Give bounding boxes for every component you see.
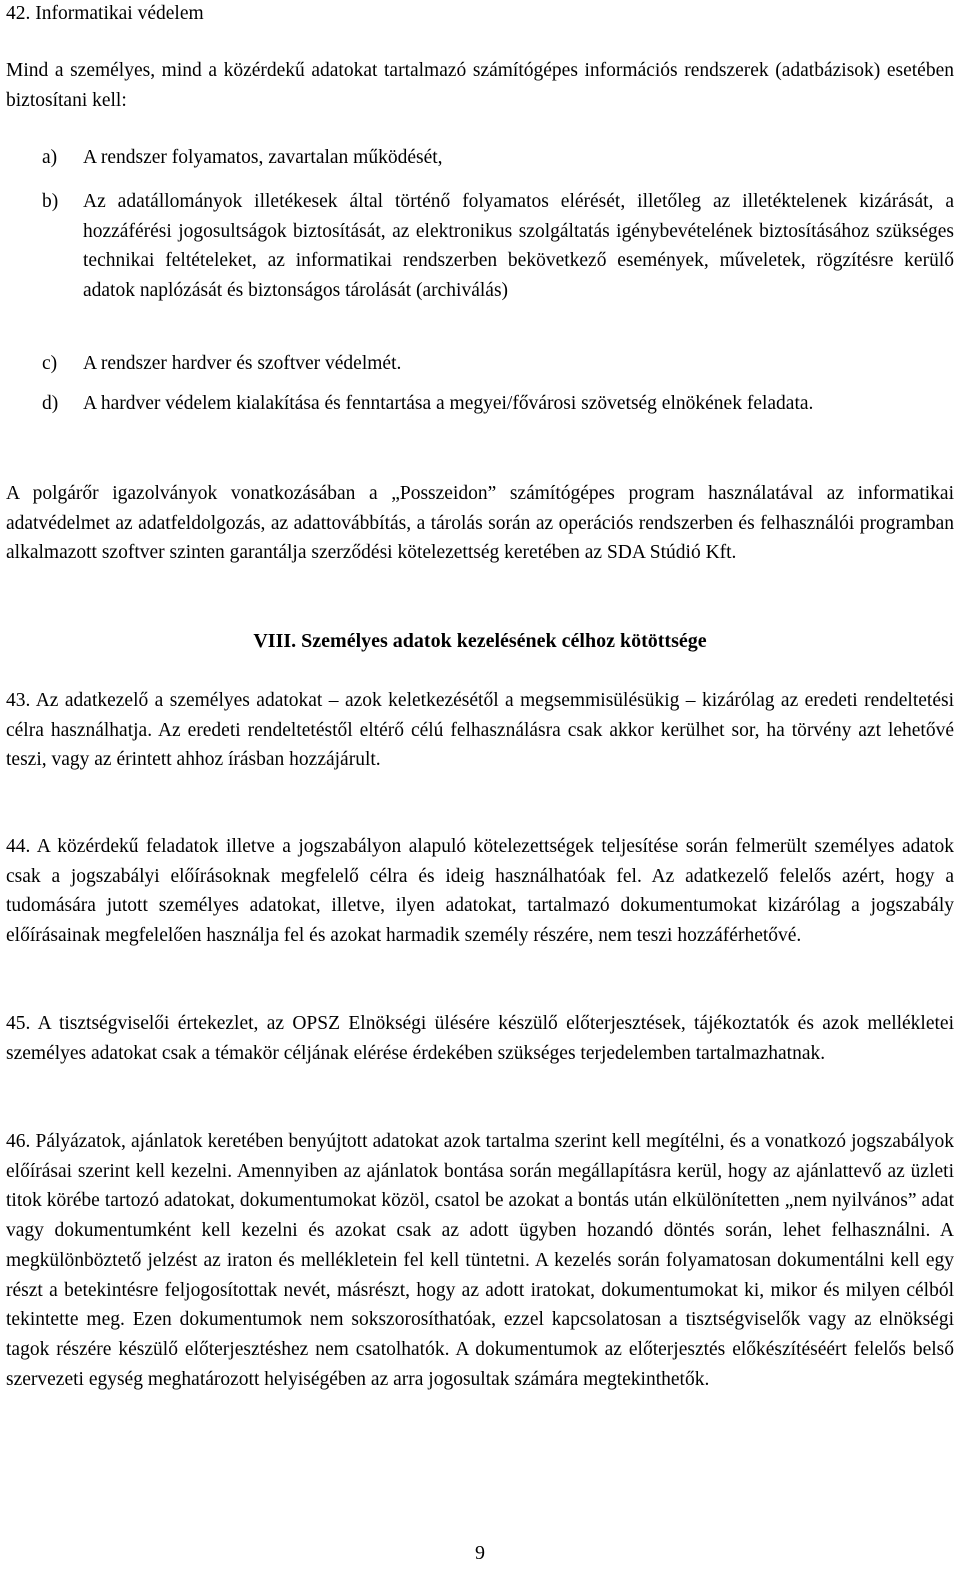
polgaror-paragraph: A polgárőr igazolványok vonatkozásában a „Posszeidon” számítógépes program használatával az informatikai adatvédelmet az adatfeldolgozás, az adattovábbítás, a tárolás során az operációs rendszerben és felhasználói programban alkalmazott szoftver szinten garantálja szerződési kötelezettség keretében az SDA Stúdió Kft.: [6, 483, 954, 564]
section-heading-42: 42. Informatikai védelem: [6, 3, 204, 24]
paragraph-43: 43. Az adatkezelő a személyes adatokat – azok keletkezésétől a megsemmisülésükig – kizárólag az eredeti rendeltetési célra használhatja. Az eredeti rendeltetéstől eltérő célú felhasználásra csak akkor kerülhet sor, ha törvény azt lehetővé teszi, vagy az érintett ahhoz írásban hozzájárult.: [6, 690, 954, 771]
list-marker: c): [42, 353, 58, 374]
page-number: 9: [475, 1542, 485, 1564]
paragraph-45: 45. A tisztségviselői értekezlet, az OPSZ Elnökségi ülésére készülő előterjesztések, tájékoztatók és azok mellékletei személyes adatokat csak a témakör céljának elérése érdekében szükséges terjedelemben tartalmazhatnak.: [6, 1013, 954, 1064]
list-text: A rendszer hardver és szoftver védelmét.: [83, 353, 402, 374]
list-item-d: [42, 389, 954, 419]
list-text: A rendszer folyamatos, zavartalan működését,: [83, 147, 443, 168]
list-item-c: [42, 349, 954, 379]
list-marker: b): [42, 191, 59, 212]
list-text: Az adatállományok illetékesek által történő folyamatos elérését, illetőleg az illetéktelenek kizárását, a hozzáférési jogosultságok biztosítását, az elektronikus szolgáltatás igénybevételének biztosításához szükséges technikai feltételeket, az informatikai rendszerben bekövetkező események, műveletek, rögzítésre kerülő adatok naplózását és biztonságos tárolását (archiválás): [83, 191, 954, 302]
section-title-viii: VIII. Személyes adatok kezelésének célhoz kötöttsége: [253, 630, 707, 652]
list-item-a: [42, 143, 954, 173]
list-text: A hardver védelem kialakítása és fenntartása a megyei/fővárosi szövetség elnökének feladata.: [83, 393, 814, 414]
paragraph-44: 44. A közérdekű feladatok illetve a jogszabályon alapuló kötelezettségek teljesítése során felmerült személyes adatok csak a jogszabályi előírásoknak megfelelő célra és ideig használhatóak fel. Az adatkezelő felelős azért, hogy a tudomására jutott személyes adatokat, illetve, ilyen adatokat, tartalmazó dokumentumokat kizárólag a jogszabály előírásainak megfelelően használja fel és azokat harmadik személy részére, nem teszi hozzáférhetővé.: [6, 836, 954, 947]
list-marker: d): [42, 393, 59, 414]
list-marker: a): [42, 147, 58, 168]
intro-paragraph: Mind a személyes, mind a közérdekű adatokat tartalmazó számítógépes információs rendszerek (adatbázisok) esetében biztosítani kell:: [6, 60, 954, 111]
paragraph-46: 46. Pályázatok, ajánlatok keretében benyújtott adatokat azok tartalma szerint kell megítélni, és a vonatkozó jogszabályok előírásai szerint kell kezelni. Amennyiben az ajánlatok bontása során megállapításra kerül, hogy az ajánlattevő az üzleti titok körébe tartozó adatokat, dokumentumokat közöl, csatol be azokat a bontás után elkülönítetten „nem nyilvános” adat vagy dokumentumként kell kezelni és azokat csak az adott ügyben hozandó döntés során, lehet felhasználni. A megkülönböztető jelzést az iraton és mellékletein fel kell tüntetni. A kezelés során folyamatosan dokumentálni kell egy részt a betekintésre feljogosítottak nevét, másrészt, hogy az adott iratokat, dokumentumokat ki, mikor és milyen célból tekintette meg. Ezen dokumentumok nem sokszorosíthatóak, ezzel kapcsolatosan a tisztségviselők vagy az elnökségi tagok részére készülő előterjesztéshez nem csatolhatók. A dokumentumok az előterjesztés előkészítéséért felelős belső szervezeti egység meghatározott helyiségében az arra jogosultak számára megtekinthetők.: [6, 1131, 954, 1390]
list-item-b: [42, 187, 954, 306]
